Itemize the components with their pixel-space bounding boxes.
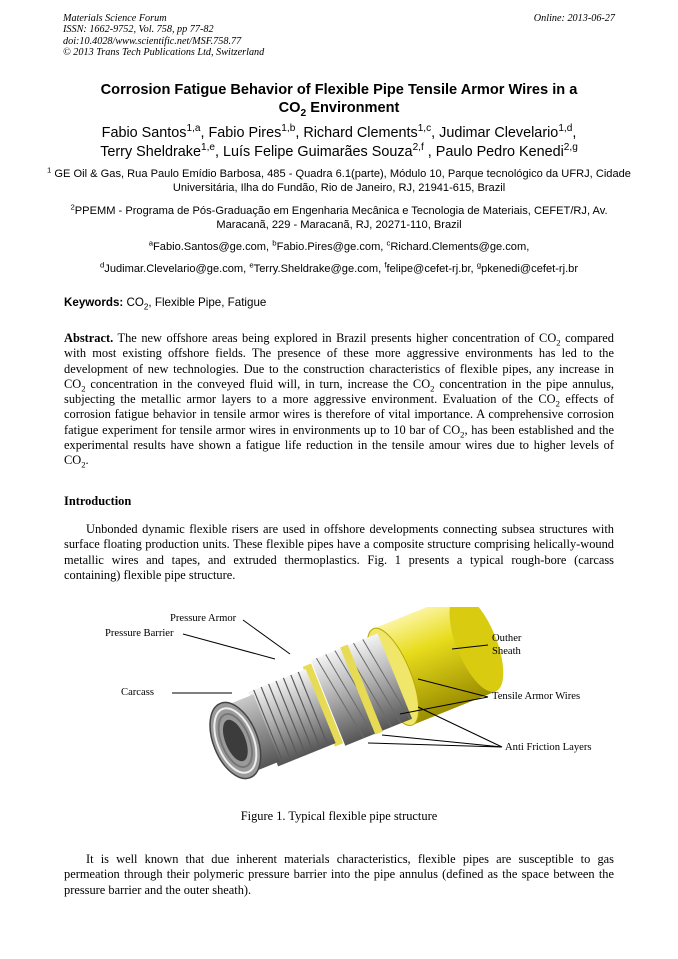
abstract-text: , has been established and the experimental results have shown a fatigue life reduction in the tensile amour wires due to higher levels of CO: [64, 422, 614, 468]
author-name: Fabio Santos: [101, 125, 187, 141]
email-sup: e: [249, 260, 254, 270]
email-line-2: [40, 262, 638, 276]
abstract-text: The new offshore areas being explored in Brazil presents higher concentration of CO: [113, 331, 557, 345]
label-pressure-barrier: Pressure Barrier: [105, 628, 174, 639]
abstract-sub: 2: [555, 398, 560, 409]
author-sup: 2,f: [412, 141, 424, 153]
email-sup: g: [476, 260, 482, 270]
email-b[interactable]: Fabio.Pires@ge.com,: [276, 241, 384, 253]
abstract-label: Abstract.: [64, 331, 114, 345]
figure-caption: Figure 1. Typical flexible pipe structure: [240, 809, 438, 823]
author-sep: ,: [214, 143, 223, 160]
affiliation-sup: 2: [70, 202, 75, 212]
email-sup: b: [272, 238, 277, 248]
email-sup: d: [99, 260, 105, 270]
abstract-text: .: [85, 453, 89, 468]
keywords-rest: , Flexible Pipe, Fatigue: [148, 296, 267, 309]
title-sub: 2: [300, 107, 307, 119]
introduction-paragraph: Unbonded dynamic flexible risers are used in offshore developments connecting subsea structures with surface floating production units. These flexible pipes have a composite structure comprising helically-wound metallic wires and tapes, and extruded thermoplastics. Fig. 1 presents a typical rough-bore (carcass containing) flexible pipe structure.: [64, 522, 614, 582]
abstract-sub: 2: [430, 383, 435, 394]
author-sup: 1,a: [186, 123, 201, 135]
author-sep: ,: [295, 125, 304, 141]
abstract: [64, 331, 614, 469]
label-tensile-armor-wires: Tensile Armor Wires: [492, 691, 581, 702]
author-sup: 1,b: [281, 123, 296, 135]
keyword-co: CO: [126, 296, 144, 309]
abstract-text: effects of corrosion fatigue behavior in tensile armor wires is therefore of vital importance. A comprehensive corrosion fatigue experiment for tensile armor wires in environments up to 10 bar of CO: [64, 392, 614, 437]
issn-line: ISSN: 1662-9752, Vol. 758, pp 77-82: [63, 24, 214, 36]
email-c[interactable]: Richard.Clements@ge.com,: [390, 241, 530, 253]
email-a[interactable]: Fabio.Santos@ge.com,: [153, 241, 270, 253]
affiliation-text: PPEMM - Programa de Pós-Graduação em Engenharia Mecânica e Tecnologia de Materiais, CEFET/RJ, Av. Maracanã, 229 - Maracanã, RJ, 20271-110, Brazil: [74, 205, 608, 232]
email-sup: c: [386, 238, 391, 248]
abstract-sub: 2: [81, 383, 86, 394]
keyword-sub: 2: [143, 302, 149, 312]
label-pressure-armor: Pressure Armor: [170, 613, 237, 624]
abstract-text: compared with most existing offshore fields. The presence of these more aggressive environments has led to the development of new technologies. Due to the construction characteristics of flexible pipes, any increase in CO: [64, 331, 614, 391]
abstract-sub: 2: [460, 429, 465, 440]
author-name: Terry Sheldrake: [100, 143, 201, 160]
label-outer-sheath: [492, 632, 521, 658]
flexible-pipe-figure: [100, 607, 610, 797]
abstract-sub: 2: [556, 337, 561, 348]
paper-title: [40, 81, 638, 117]
email-d[interactable]: Judimar.Clevelario@ge.com,: [104, 263, 247, 275]
email-g[interactable]: pkenedi@cefet-rj.br: [481, 263, 579, 275]
label-outer-sheath-line2: Sheath: [492, 646, 521, 657]
introduction-heading: Introduction: [64, 494, 132, 508]
journal-name: Materials Science Forum: [63, 13, 167, 24]
label-carcass: Carcass: [121, 687, 154, 698]
keywords: [64, 296, 267, 312]
author-name: Paulo Pedro Kenedi: [435, 143, 564, 160]
affiliation-sup: 1: [47, 165, 52, 175]
title-line-1: Corrosion Fatigue Behavior of Flexible Pipe Tensile Armor Wires in a: [100, 82, 578, 98]
label-outer-sheath-line1: Outher: [492, 633, 522, 644]
author-sup: 1,e: [200, 141, 215, 153]
author-sup: 1,d: [558, 123, 573, 135]
title-rest: Environment: [306, 100, 400, 116]
author-list: [40, 124, 638, 161]
doi-line: doi:10.4028/www.scientific.net/MSF.758.77: [63, 35, 242, 47]
author-sep: ,: [431, 125, 440, 141]
label-anti-friction-layers: Anti Friction Layers: [505, 742, 592, 753]
keywords-label: Keywords:: [64, 296, 124, 309]
author-sep: ,: [423, 143, 436, 160]
author-name: Richard Clements: [303, 125, 418, 141]
email-sup: a: [148, 238, 154, 248]
journal-header: [63, 13, 264, 59]
author-name: Fabio Pires: [208, 125, 282, 141]
copyright-line: © 2013 Trans Tech Publications Ltd, Switzerland: [63, 47, 265, 59]
affiliation-text: GE Oil & Gas, Rua Paulo Emídio Barbosa, 485 - Quadra 6.1(parte), Módulo 10, Parque tecnológico da UFRJ, Cidade Universitária, Ilha do Fundão, Rio de Janeiro, RJ, 21941-615, Brazil: [51, 168, 631, 195]
body-paragraph: It is well known that due inherent materials characteristics, flexible pipes are susceptible to gas permeation through their polymeric pressure barrier into the pipe annulus (defined as the space between the pressure barrier and the outer sheath).: [64, 852, 614, 897]
abstract-text: concentration in the pipe annulus, subjecting the metallic armor layers to a more aggressive environment. Evaluation of the CO: [64, 376, 614, 407]
affiliation-2: [45, 204, 633, 232]
abstract-text: concentration in the conveyed fluid will, in turn, increase the CO: [85, 376, 431, 391]
author-name: Judimar Clevelario: [439, 125, 559, 141]
email-line-1: [40, 240, 638, 254]
email-sup: f: [384, 260, 387, 270]
author-sep: ,: [200, 125, 209, 141]
title-co: CO: [278, 100, 301, 116]
author-sup: 2,g: [563, 141, 578, 153]
abstract-sub: 2: [81, 459, 86, 470]
author-sep: ,: [572, 125, 577, 141]
email-e[interactable]: Terry.Sheldrake@ge.com,: [253, 263, 382, 275]
email-f[interactable]: felipe@cefet-rj.br,: [386, 263, 474, 275]
affiliation-1: [45, 167, 633, 195]
online-date: Online: 2013-06-27: [533, 13, 615, 24]
author-name: Luís Felipe Guimarães Souza: [222, 143, 413, 160]
author-sup: 1,c: [417, 123, 432, 135]
